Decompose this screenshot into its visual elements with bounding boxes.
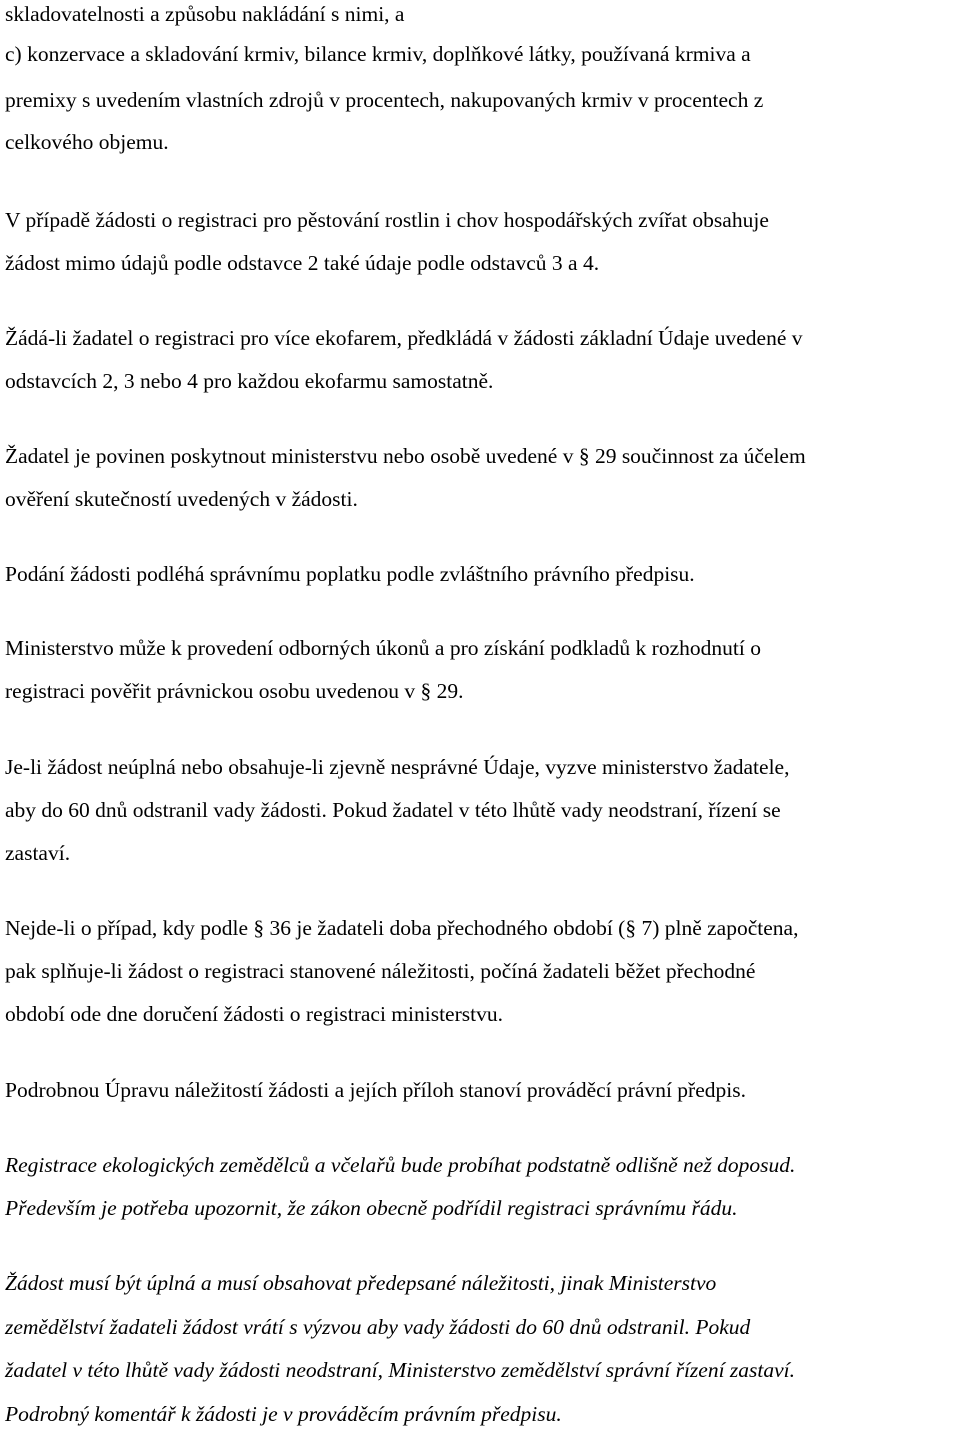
text-line: Registrace ekologických zemědělců a včelařů bude probíhat podstatně odlišně než doposud. [5, 1153, 796, 1177]
text-line: žadatel v této lhůtě vady žádosti neodstraní, Ministerstvo zemědělství správní řízení zastaví. [5, 1358, 796, 1382]
text-line: zastaví. [5, 841, 71, 865]
text-line: V případě žádosti o registraci pro pěstování rostlin i chov hospodářských zvířat obsahuje [5, 208, 769, 232]
text-line: Je-li žádost neúplná nebo obsahuje-li zjevně nesprávné Údaje, vyzve ministerstvo žadatele, [5, 755, 790, 779]
text-line: Podání žádosti podléhá správnímu poplatku podle zvláštního právního předpisu. [5, 562, 695, 586]
text-line: ověření skutečností uvedených v žádosti. [5, 487, 358, 511]
text-line: Podrobný komentář k žádosti je v prováděcím právním předpisu. [5, 1402, 562, 1426]
text-line: odstavcích 2, 3 nebo 4 pro každou ekofarmu samostatně. [5, 369, 494, 393]
text-line: pak splňuje-li žádost o registraci stanovené náležitosti, počíná žadateli běžet přechodné [5, 959, 756, 983]
text-line: Žádá-li žadatel o registraci pro více ekofarem, předkládá v žádosti základní Údaje uvedené v [5, 326, 803, 350]
text-line: premixy s uvedením vlastních zdrojů v procentech, nakupovaných krmiv v procentech z [5, 88, 764, 112]
text-line: skladovatelnosti a způsobu nakládání s nimi, a [5, 2, 405, 26]
text-line: Žadatel je povinen poskytnout ministerstvu nebo osobě uvedené v § 29 součinnost za účelem [5, 444, 806, 468]
text-line: aby do 60 dnů odstranil vady žádosti. Pokud žadatel v této lhůtě vady neodstraní, řízení se [5, 798, 781, 822]
text-line: Ministerstvo může k provedení odborných úkonů a pro získání podkladů k rozhodnutí o [5, 636, 761, 660]
text-line: c) konzervace a skladování krmiv, bilance krmiv, doplňkové látky, používaná krmiva a [5, 42, 751, 66]
text-line: registraci pověřit právnickou osobu uvedenou v § 29. [5, 679, 464, 703]
text-line: období ode dne doručení žádosti o registraci ministerstvu. [5, 1002, 503, 1026]
text-line: Především je potřeba upozornit, že zákon obecně podřídil registraci správnímu řádu. [5, 1196, 738, 1220]
text-line: zemědělství žadateli žádost vrátí s výzvou aby vady žádosti do 60 dnů odstranil. Pokud [5, 1315, 751, 1339]
text-line: celkového objemu. [5, 130, 169, 154]
text-line: Žádost musí být úplná a musí obsahovat předepsané náležitosti, jinak Ministerstvo [5, 1271, 717, 1295]
text-line: Nejde-li o případ, kdy podle § 36 je žadateli doba přechodného období (§ 7) plně započtena, [5, 916, 799, 940]
text-line: Podrobnou Úpravu náležitostí žádosti a jejích příloh stanoví prováděcí právní předpis. [5, 1078, 746, 1102]
text-line: žádost mimo údajů podle odstavce 2 také údaje podle odstavců 3 a 4. [5, 251, 600, 275]
